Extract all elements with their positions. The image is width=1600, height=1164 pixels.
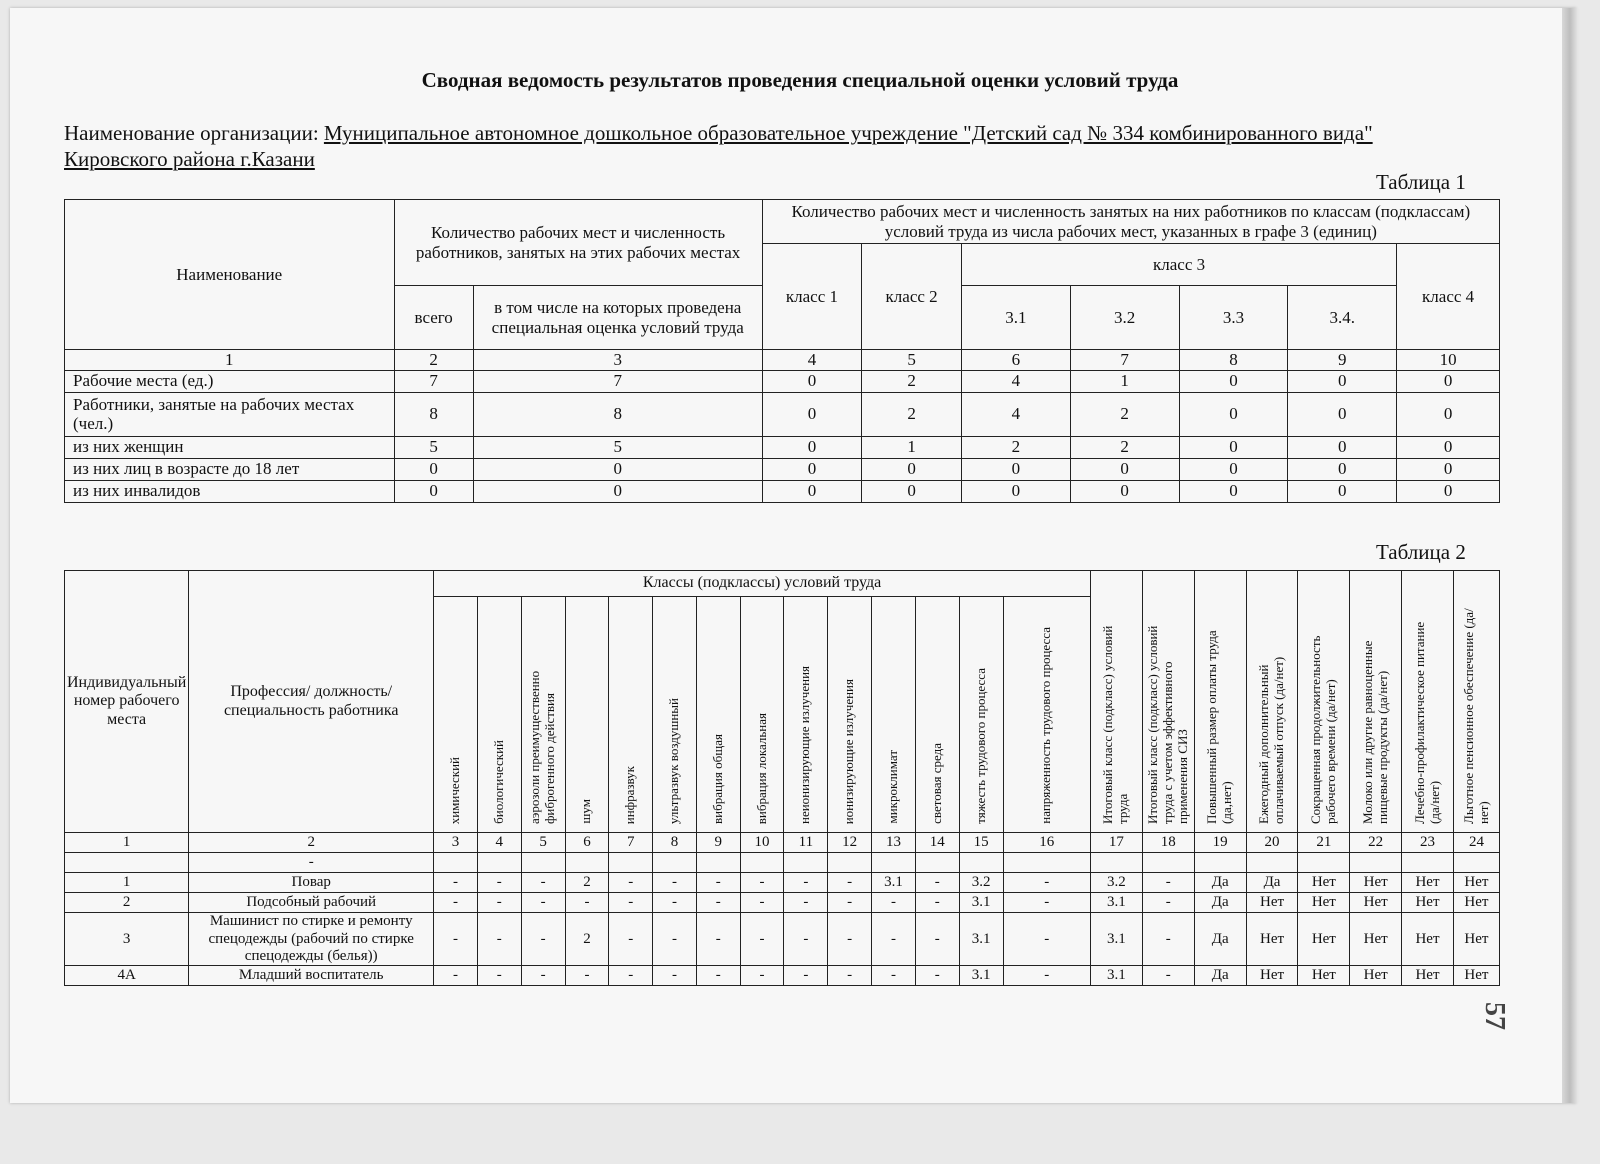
t1-cell: 2: [1070, 392, 1179, 436]
t2-cell: -: [740, 966, 784, 986]
t2-cell: -: [872, 913, 916, 966]
t2-num: 9: [696, 833, 740, 853]
t1-cell: 0: [1397, 392, 1500, 436]
t2-cell: 2: [65, 893, 189, 913]
t2-header-19: Повышенный размер оплаты труда (да,нет): [1194, 571, 1246, 833]
t2-cell: -: [915, 913, 959, 966]
t1-cell: 0: [1179, 392, 1288, 436]
t2-factor-header: неионизирующие излучения: [784, 597, 828, 833]
t1-header-qty: Количество рабочих мест и численность работников, занятых на этих рабочих местах: [394, 200, 762, 286]
t2-cell: 1: [65, 873, 189, 893]
t2-num: 12: [828, 833, 872, 853]
t1-cell: 0: [1288, 436, 1397, 458]
t2-cell: Нет: [1350, 913, 1402, 966]
t2-cell: [872, 853, 916, 873]
t2-num: 7: [609, 833, 653, 853]
t1-num: 4: [762, 350, 862, 371]
t2-cell: -: [653, 966, 697, 986]
t2-num: 4: [477, 833, 521, 853]
t2-cell: -: [1142, 873, 1194, 893]
t1-cell: 0: [1397, 458, 1500, 480]
t2-cell: -: [740, 913, 784, 966]
t1-cell: 8: [473, 392, 762, 436]
t1-cell: 4: [961, 392, 1070, 436]
t1-num: 3: [473, 350, 762, 371]
t2-cell: Да: [1194, 873, 1246, 893]
t2-num: 2: [189, 833, 434, 853]
t2-profession: Подсобный рабочий: [189, 893, 434, 913]
t2-cell: Нет: [1350, 966, 1402, 986]
t1-cell: 0: [1288, 370, 1397, 392]
t2-header-23: Лечебно-профилактическое питание (да/нет): [1402, 571, 1454, 833]
t1-cell: 0: [762, 480, 862, 502]
t2-cell: [696, 853, 740, 873]
t1-cell: 0: [862, 480, 962, 502]
t2-cell: -: [189, 853, 434, 873]
t2-cell: 3.1: [959, 913, 1003, 966]
t2-cell: -: [1142, 913, 1194, 966]
t1-header-class2: класс 2: [862, 244, 962, 350]
t2-cell: -: [653, 893, 697, 913]
t2-factor-header: инфразвук: [609, 597, 653, 833]
t2-cell: 3.1: [959, 893, 1003, 913]
t2-header-num: Индивидуальный номер рабочего места: [65, 571, 189, 833]
t1-header-class1: класс 1: [762, 244, 862, 350]
t1-header-assessed: в том числе на которых проведена специальная оценка условий труда: [473, 286, 762, 350]
t2-cell: Нет: [1402, 893, 1454, 913]
t2-num: 14: [915, 833, 959, 853]
t2-cell: -: [1142, 966, 1194, 986]
t2-cell: [1091, 853, 1143, 873]
t1-header-3-1: 3.1: [961, 286, 1070, 350]
t2-cell: -: [784, 966, 828, 986]
t2-row: [65, 913, 1500, 966]
t2-cell: -: [1142, 893, 1194, 913]
t1-cell: 0: [1179, 370, 1288, 392]
t2-cell: 4А: [65, 966, 189, 986]
t2-cell: -: [696, 873, 740, 893]
t2-cell: -: [434, 873, 478, 893]
t2-header-24: Льготное пенсионное обеспечение (да/нет): [1453, 571, 1499, 833]
t2-cell: -: [653, 913, 697, 966]
t2-num: 15: [959, 833, 1003, 853]
t1-cell: 0: [1288, 392, 1397, 436]
t1-row-label: из них инвалидов: [65, 480, 395, 502]
t1-cell: 0: [961, 458, 1070, 480]
t2-cell: -: [828, 873, 872, 893]
t2-factor-header: световая среда: [915, 597, 959, 833]
t2-cell: -: [696, 893, 740, 913]
t2-cell: Нет: [1298, 893, 1350, 913]
t2-cell: Да: [1246, 873, 1298, 893]
t1-cell: 8: [394, 392, 473, 436]
t2-cell: -: [477, 873, 521, 893]
t2-cell: 3.1: [1091, 893, 1143, 913]
t2-cell: Нет: [1298, 966, 1350, 986]
t2-num: 24: [1453, 833, 1499, 853]
t1-cell: 0: [1397, 436, 1500, 458]
t1-cell: 0: [762, 458, 862, 480]
t1-header-name: Наименование: [65, 200, 395, 350]
t2-cell: -: [828, 966, 872, 986]
t2-header-20: Ежегодный дополнительный оплачиваемый отпуск (да/нет): [1246, 571, 1298, 833]
t2-factor-header: напряженность трудового процесса: [1003, 597, 1090, 833]
t2-cell: 3.1: [872, 873, 916, 893]
t2-cell: Нет: [1453, 913, 1499, 966]
t2-factor-header: вибрация общая: [696, 597, 740, 833]
t2-cell: [434, 853, 478, 873]
t2-cell: -: [740, 893, 784, 913]
table2-caption: Таблица 2: [1376, 540, 1466, 564]
t2-num: 6: [565, 833, 609, 853]
t2-cell: 3.1: [959, 966, 1003, 986]
t2-cell: 3.1: [1091, 913, 1143, 966]
t1-cell: 2: [862, 392, 962, 436]
t2-profession: Машинист по стирке и ремонту спецодежды (рабочий по стирке спецодежды (белья)): [189, 913, 434, 966]
t2-cell: -: [565, 966, 609, 986]
t1-header-3-4: 3.4.: [1288, 286, 1397, 350]
t2-cell: Нет: [1402, 873, 1454, 893]
t1-cell: 0: [1179, 458, 1288, 480]
t2-num: 20: [1246, 833, 1298, 853]
document-title: Сводная ведомость результатов проведения специальной оценки условий труда: [421, 68, 1179, 92]
t1-num: 7: [1070, 350, 1179, 371]
t2-cell: 3.2: [959, 873, 1003, 893]
t2-cell: Нет: [1350, 893, 1402, 913]
t2-cell: Нет: [1246, 913, 1298, 966]
t2-cell: -: [434, 893, 478, 913]
t2-cell: -: [1003, 873, 1090, 893]
t2-cell: -: [609, 913, 653, 966]
t2-cell: -: [521, 873, 565, 893]
t2-cell: Нет: [1402, 966, 1454, 986]
t2-cell: Да: [1194, 913, 1246, 966]
t2-cell: Да: [1194, 966, 1246, 986]
t2-cell: [477, 853, 521, 873]
t1-header-3-2: 3.2: [1070, 286, 1179, 350]
t2-cell: -: [872, 966, 916, 986]
organization: [64, 120, 1484, 172]
t1-cell: 0: [473, 480, 762, 502]
t1-num: 1: [65, 350, 395, 371]
t1-cell: 0: [762, 436, 862, 458]
t1-num: 10: [1397, 350, 1500, 371]
t2-cell: [609, 853, 653, 873]
t2-cell: -: [434, 966, 478, 986]
t1-cell: 5: [473, 436, 762, 458]
t2-factor-header: тяжесть трудового процесса: [959, 597, 1003, 833]
t2-cell: -: [434, 913, 478, 966]
t1-cell: 1: [862, 436, 962, 458]
t2-cell: -: [653, 873, 697, 893]
t1-cell: 0: [862, 458, 962, 480]
t1-row: [65, 458, 1500, 480]
t1-cell: 5: [394, 436, 473, 458]
t1-row: [65, 480, 1500, 502]
table1: [64, 199, 1500, 503]
t2-cell: [653, 853, 697, 873]
t2-cell: Нет: [1453, 873, 1499, 893]
t1-cell: 2: [862, 370, 962, 392]
t1-cell: 7: [394, 370, 473, 392]
t2-cell: Нет: [1246, 966, 1298, 986]
t1-cell: 0: [394, 480, 473, 502]
t1-cell: 0: [1070, 480, 1179, 502]
t1-cell: 0: [1397, 370, 1500, 392]
t2-profession: Повар: [189, 873, 434, 893]
t2-header-classes: Классы (подклассы) условий труда: [434, 571, 1091, 597]
t2-dash-row: [65, 853, 1500, 873]
t2-num: 3: [434, 833, 478, 853]
org-name-line1: Муниципальное автономное дошкольное образовательное учреждение "Детский сад № 334 комбинированного вида": [323, 121, 1373, 145]
t2-cell: -: [784, 893, 828, 913]
t2-num: 18: [1142, 833, 1194, 853]
t1-cell: 0: [1179, 480, 1288, 502]
t2-cell: -: [477, 893, 521, 913]
t2-cell: -: [609, 966, 653, 986]
t2-cell: [915, 853, 959, 873]
t1-cell: 0: [394, 458, 473, 480]
t2-cell: [65, 853, 189, 873]
t2-cell: -: [828, 913, 872, 966]
t2-cell: [565, 853, 609, 873]
t2-cell: [1142, 853, 1194, 873]
t2-cell: 3: [65, 913, 189, 966]
t2-cell: Нет: [1298, 873, 1350, 893]
t2-cell: -: [521, 893, 565, 913]
t1-cell: 0: [1070, 458, 1179, 480]
t2-row: [65, 873, 1500, 893]
t1-row-label: из них лиц в возрасте до 18 лет: [65, 458, 395, 480]
t2-cell: 2: [565, 913, 609, 966]
t2-cell: -: [872, 893, 916, 913]
t1-row: [65, 370, 1500, 392]
t2-num: 11: [784, 833, 828, 853]
t1-num: 5: [862, 350, 962, 371]
t1-cell: 0: [762, 392, 862, 436]
t2-cell: -: [565, 893, 609, 913]
t2-cell: -: [784, 873, 828, 893]
t1-cell: 0: [961, 480, 1070, 502]
t2-num: 17: [1091, 833, 1143, 853]
org-name-line2: Кировского района г.Казани: [64, 147, 315, 171]
table2: [64, 570, 1500, 986]
t2-factor-header: вибрация локальная: [740, 597, 784, 833]
t1-cell: 2: [1070, 436, 1179, 458]
t1-header-total: всего: [394, 286, 473, 350]
t2-cell: -: [477, 966, 521, 986]
t2-cell: -: [915, 966, 959, 986]
t1-num: 2: [394, 350, 473, 371]
t2-cell: [959, 853, 1003, 873]
t1-cell: 4: [961, 370, 1070, 392]
t2-cell: Да: [1194, 893, 1246, 913]
t2-factor-header: химический: [434, 597, 478, 833]
t2-header-21: Сокращенная продолжительность рабочего времени (да/нет): [1298, 571, 1350, 833]
t2-cell: -: [609, 893, 653, 913]
t2-header-17: Итоговый класс (подкласс) условий труда: [1091, 571, 1143, 833]
t2-cell: 3.1: [1091, 966, 1143, 986]
t2-cell: -: [609, 873, 653, 893]
t2-cell: [1298, 853, 1350, 873]
t2-num: 16: [1003, 833, 1090, 853]
t2-row: [65, 893, 1500, 913]
t1-row: [65, 436, 1500, 458]
t2-num: 10: [740, 833, 784, 853]
t1-cell: 0: [1288, 480, 1397, 502]
t2-cell: Нет: [1453, 966, 1499, 986]
t1-num: 8: [1179, 350, 1288, 371]
t2-cell: -: [915, 893, 959, 913]
t2-cell: Нет: [1298, 913, 1350, 966]
t2-num: 1: [65, 833, 189, 853]
t1-cell: 1: [1070, 370, 1179, 392]
t2-cell: [1402, 853, 1454, 873]
t2-cell: -: [696, 913, 740, 966]
t1-num: 9: [1288, 350, 1397, 371]
t1-header-class3: класс 3: [961, 244, 1396, 286]
t2-profession: Младший воспитатель: [189, 966, 434, 986]
t2-num: 5: [521, 833, 565, 853]
t2-cell: Нет: [1246, 893, 1298, 913]
t2-cell: [1453, 853, 1499, 873]
t2-cell: [1194, 853, 1246, 873]
t2-cell: -: [828, 893, 872, 913]
t2-cell: [784, 853, 828, 873]
t1-row-label: из них женщин: [65, 436, 395, 458]
t2-cell: 3.2: [1091, 873, 1143, 893]
t1-header-3-3: 3.3: [1179, 286, 1288, 350]
t2-header-18: Итоговый класс (подкласс) условий труда с учетом эффективного применения СИЗ: [1142, 571, 1194, 833]
t1-header-class4: класс 4: [1397, 244, 1500, 350]
t1-cell: 0: [762, 370, 862, 392]
t2-num: 23: [1402, 833, 1454, 853]
t2-cell: -: [477, 913, 521, 966]
t2-num: 21: [1298, 833, 1350, 853]
t2-cell: -: [521, 966, 565, 986]
t2-factor-header: ультразвук воздушный: [653, 597, 697, 833]
t2-cell: -: [521, 913, 565, 966]
t2-header-22: Молоко или другие равноценные пищевые продукты (да/нет): [1350, 571, 1402, 833]
t2-num: 22: [1350, 833, 1402, 853]
t2-num: 8: [653, 833, 697, 853]
t1-cell: 0: [1288, 458, 1397, 480]
t2-cell: [1003, 853, 1090, 873]
page-edge: [1562, 8, 1578, 1103]
t2-cell: Нет: [1350, 873, 1402, 893]
t1-header-classes: Количество рабочих мест и численность занятых на них работников по классам (подклассам) условий труда из числа рабочих мест, указанных в графе 3 (единиц): [762, 200, 1499, 244]
t2-factor-header: микроклимат: [872, 597, 916, 833]
t2-factor-header: биологический: [477, 597, 521, 833]
t2-cell: [1246, 853, 1298, 873]
t2-cell: -: [740, 873, 784, 893]
t2-cell: Нет: [1402, 913, 1454, 966]
t2-num: 13: [872, 833, 916, 853]
page-number: 57: [1479, 1002, 1510, 1030]
t2-factor-header: ионизирующие излучения: [828, 597, 872, 833]
t1-cell: 0: [1397, 480, 1500, 502]
t2-factor-header: шум: [565, 597, 609, 833]
t1-row-label: Работники, занятые на рабочих местах (чел.): [65, 392, 395, 436]
table1-caption: Таблица 1: [1376, 170, 1466, 194]
t2-cell: -: [784, 913, 828, 966]
t2-num: 19: [1194, 833, 1246, 853]
t2-cell: [740, 853, 784, 873]
org-label: Наименование организации:: [64, 121, 319, 145]
t2-cell: -: [1003, 966, 1090, 986]
t2-cell: [1350, 853, 1402, 873]
t2-header-prof: Профессия/ должность/ специальность работника: [189, 571, 434, 833]
t2-factor-header: аэрозоли преимущественно фиброгенного действия: [521, 597, 565, 833]
t2-cell: -: [1003, 913, 1090, 966]
t2-cell: -: [1003, 893, 1090, 913]
t1-cell: 0: [473, 458, 762, 480]
t1-cell: 2: [961, 436, 1070, 458]
t1-row-label: Рабочие места (ед.): [65, 370, 395, 392]
t1-row: [65, 392, 1500, 436]
t1-num: 6: [961, 350, 1070, 371]
t2-cell: 2: [565, 873, 609, 893]
t2-cell: Нет: [1453, 893, 1499, 913]
t1-cell: 7: [473, 370, 762, 392]
t2-cell: -: [915, 873, 959, 893]
t2-cell: [521, 853, 565, 873]
t2-row: [65, 966, 1500, 986]
t2-cell: -: [696, 966, 740, 986]
t1-cell: 0: [1179, 436, 1288, 458]
t2-cell: [828, 853, 872, 873]
